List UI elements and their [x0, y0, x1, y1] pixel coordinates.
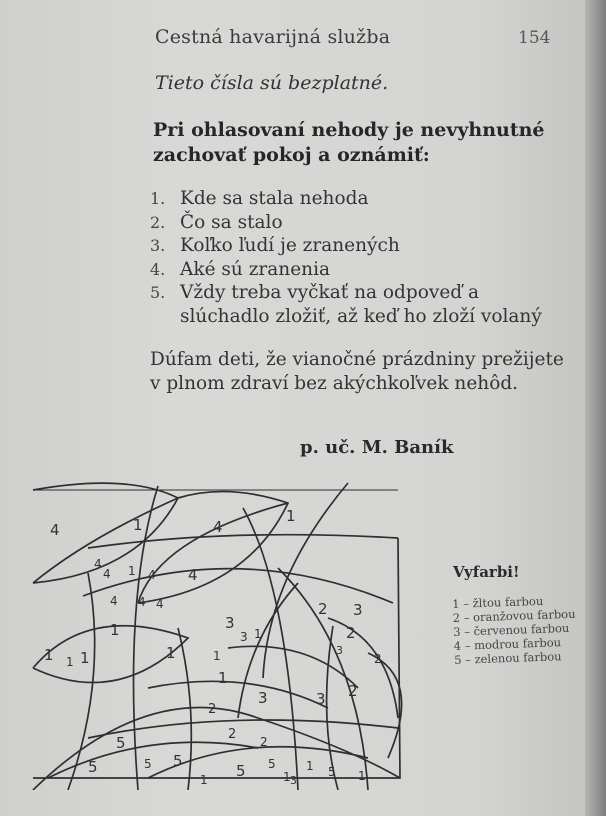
list-item [150, 211, 570, 235]
region-number: 5 [173, 752, 183, 770]
list-item [150, 234, 570, 258]
list-text: Aké sú zranenia [180, 258, 331, 280]
region-number: 4 [188, 566, 198, 584]
teacher-signature: p. uč. M. Baník [300, 437, 454, 458]
legend-item: 4 – modrou farbou [453, 635, 562, 653]
closing-wish: Dúfam deti, že vianočné prázdniny prežijete v plnom zdraví bez akýchkoľvek nehôd. [150, 349, 564, 394]
list-number: 1. [150, 189, 166, 208]
region-number: 4 [213, 518, 223, 536]
region-number: 5 [268, 757, 276, 771]
region-number: 4 [148, 568, 156, 582]
legend-item: 1 – žltou farbou [452, 593, 544, 611]
region-number: 1 [166, 644, 176, 662]
region-number: 1 [254, 627, 262, 641]
book-gutter [585, 0, 606, 816]
list-item [150, 258, 570, 282]
coloring-title: Vyfarbi! [453, 563, 520, 581]
list-text: Kde sa stala nehoda [180, 188, 369, 209]
region-number: 3 [225, 614, 235, 632]
color-legend [452, 593, 577, 667]
region-number: 1 [44, 646, 54, 664]
region-number: 5 [328, 765, 336, 779]
list-number: 2. [150, 212, 166, 232]
region-number: 4 [103, 567, 111, 581]
region-number: 3 [316, 690, 326, 708]
region-number: 4 [138, 595, 146, 609]
report-steps-list [150, 187, 570, 328]
region-number: 5 [116, 734, 126, 752]
region-number: 1 [306, 759, 314, 773]
region-number: 5 [144, 757, 152, 771]
list-text: Čo sa stalo [180, 211, 283, 233]
free-numbers-note: Tieto čísla sú bezplatné. [155, 72, 389, 94]
region-number: 4 [50, 521, 60, 539]
region-number: 2 [318, 600, 328, 618]
region-number: 2 [348, 682, 358, 700]
region-number: 3 [290, 774, 297, 787]
region-number: 2 [228, 727, 237, 742]
region-number: 3 [240, 630, 248, 644]
legend-item: 5 – zelenou farbou [453, 649, 562, 667]
list-text: Koľko ľudí je zranených [180, 235, 400, 256]
region-number: 1 [66, 655, 74, 669]
region-number: 3 [353, 601, 363, 619]
region-number: 1 [358, 769, 366, 783]
region-number: 1 [218, 669, 228, 687]
list-text: Vždy treba vyčkať na odpoveď a slúchadlo zložiť, až keď ho zloží volaný [180, 282, 542, 327]
legend-item: 3 – červenou farbou [452, 620, 570, 639]
region-number: 2 [346, 624, 356, 642]
list-number: 5. [150, 283, 166, 302]
list-number: 4. [150, 259, 166, 279]
list-item [150, 281, 570, 328]
region-number: 1 [213, 649, 221, 663]
running-head: Cestná havarijná služba [155, 26, 391, 48]
region-number: 4 [94, 557, 102, 571]
region-number: 5 [88, 758, 98, 776]
coloring-picture [28, 478, 423, 790]
list-item [150, 187, 570, 211]
list-number: 3. [150, 236, 166, 255]
region-number: 1 [283, 770, 291, 784]
region-number: 2 [260, 735, 268, 749]
region-number: 1 [110, 621, 120, 639]
region-number: 4 [110, 594, 118, 608]
region-number: 3 [258, 689, 268, 707]
region-number: 1 [80, 649, 90, 667]
legend-item: 2 – oranžovou farbou [452, 606, 576, 625]
report-instruction-heading: Pri ohlasovaní nehody je nevyhnutné zachovať pokoj a oznámiť: [153, 119, 545, 166]
region-number: 2 [208, 702, 217, 717]
region-number: 3 [336, 644, 343, 657]
region-number: 1 [286, 507, 296, 525]
page-number: 154 [518, 28, 551, 48]
region-number: 1 [128, 564, 136, 578]
region-number: 2 [374, 652, 382, 666]
region-number: 4 [156, 597, 164, 611]
region-number: 1 [133, 516, 143, 534]
region-number: 1 [200, 773, 208, 787]
region-number: 5 [236, 762, 246, 780]
